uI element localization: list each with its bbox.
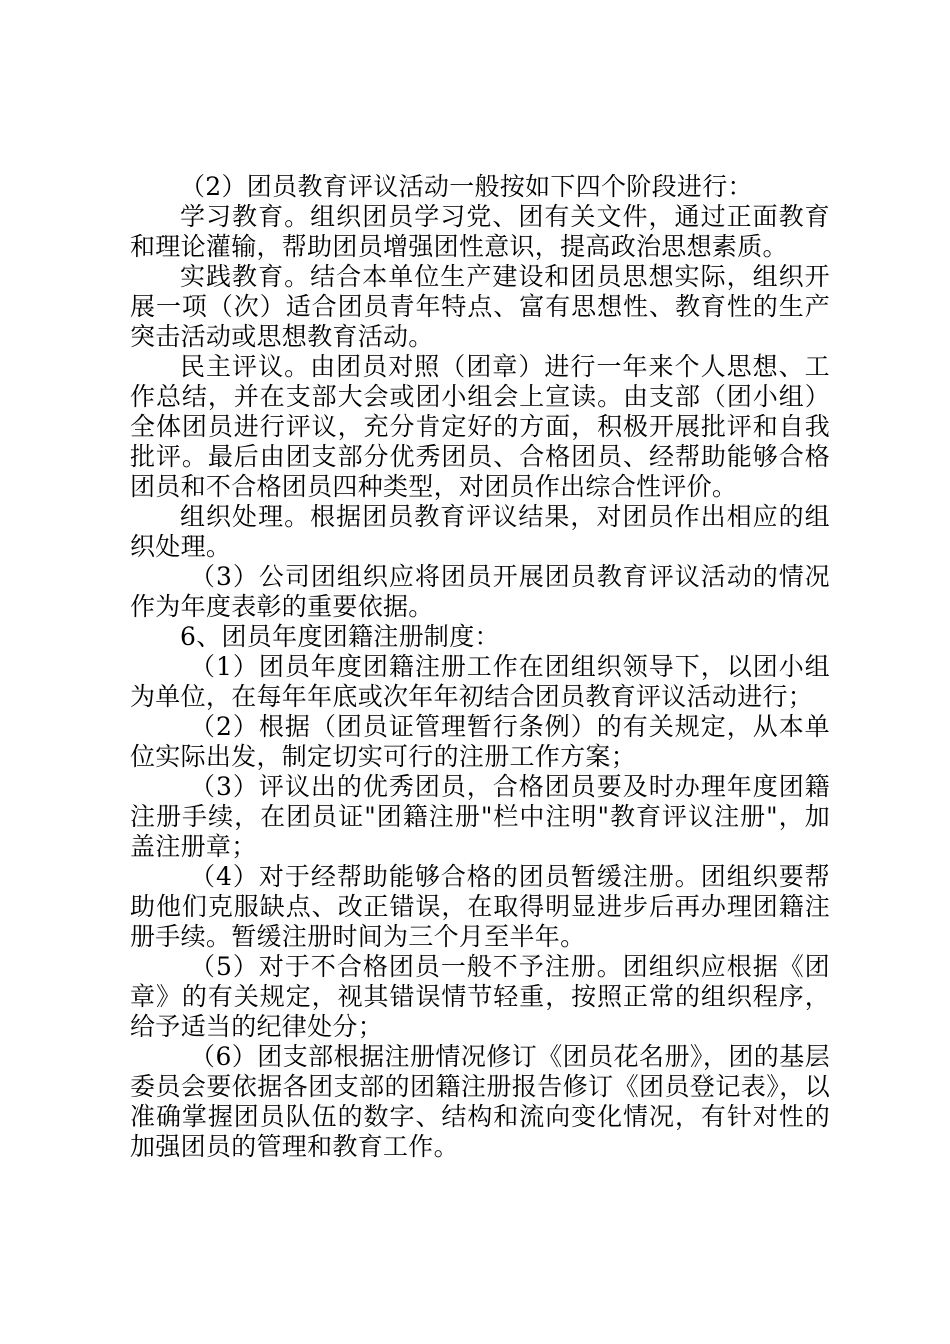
paragraph-9: （2）根据（团员证管理暂行条例）的有关规定，从本单位实际出发，制定切实可行的注册工作方案； <box>130 712 830 771</box>
document-body <box>130 172 830 1162</box>
paragraph-7: 6、团员年度团籍注册制度： <box>180 622 500 651</box>
paragraph-2: 学习教育。组织团员学习党、团有关文件，通过正面教育和理论灌输，帮助团员增强团性意识，提高政治思想素质。 <box>130 202 830 261</box>
paragraph-1: （2）团员教育评议活动一般按如下四个阶段进行： <box>180 172 753 201</box>
paragraph-3: 实践教育。结合本单位生产建设和团员思想实际，组织开展一项（次）适合团员青年特点、富有思想性、教育性的生产突击活动或思想教育活动。 <box>130 262 830 351</box>
paragraph-6: （3）公司团组织应将团员开展团员教育评议活动的情况作为年度表彰的重要依据。 <box>130 562 830 621</box>
paragraph-8: （1）团员年度团籍注册工作在团组织领导下，以团小组为单位，在每年年底或次年年初结合团员教育评议活动进行； <box>130 652 830 711</box>
paragraph-5: 组织处理。根据团员教育评议结果，对团员作出相应的组织处理。 <box>130 502 830 561</box>
paragraph-12: （5）对于不合格团员一般不予注册。团组织应根据《团章》的有关规定，视其错误情节轻重，按照正常的组织程序，给予适当的纪律处分； <box>130 952 830 1041</box>
paragraph-10: （3）评议出的优秀团员，合格团员要及时办理年度团籍注册手续，在团员证"团籍注册"栏中注明"教育评议注册"，加盖注册章； <box>130 772 830 861</box>
paragraph-13: （6）团支部根据注册情况修订《团员花名册》，团的基层委员会要依据各团支部的团籍注册报告修订《团员登记表》，以准确掌握团员队伍的数字、结构和流向变化情况，有针对性的加强团员的管理和教育工作。 <box>130 1042 830 1161</box>
paragraph-4: 民主评议。由团员对照（团章）进行一年来个人思想、工作总结，并在支部大会或团小组会上宣读。由支部（团小组）全体团员进行评议，充分肯定好的方面，积极开展批评和自我批评。最后由团支部分优秀团员、合格团员、经帮助能够合格团员和不合格团员四种类型，对团员作出综合性评价。 <box>130 352 830 501</box>
paragraph-11: （4）对于经帮助能够合格的团员暂缓注册。团组织要帮助他们克服缺点、改正错误，在取得明显进步后再办理团籍注册手续。暂缓注册时间为三个月至半年。 <box>130 862 830 951</box>
